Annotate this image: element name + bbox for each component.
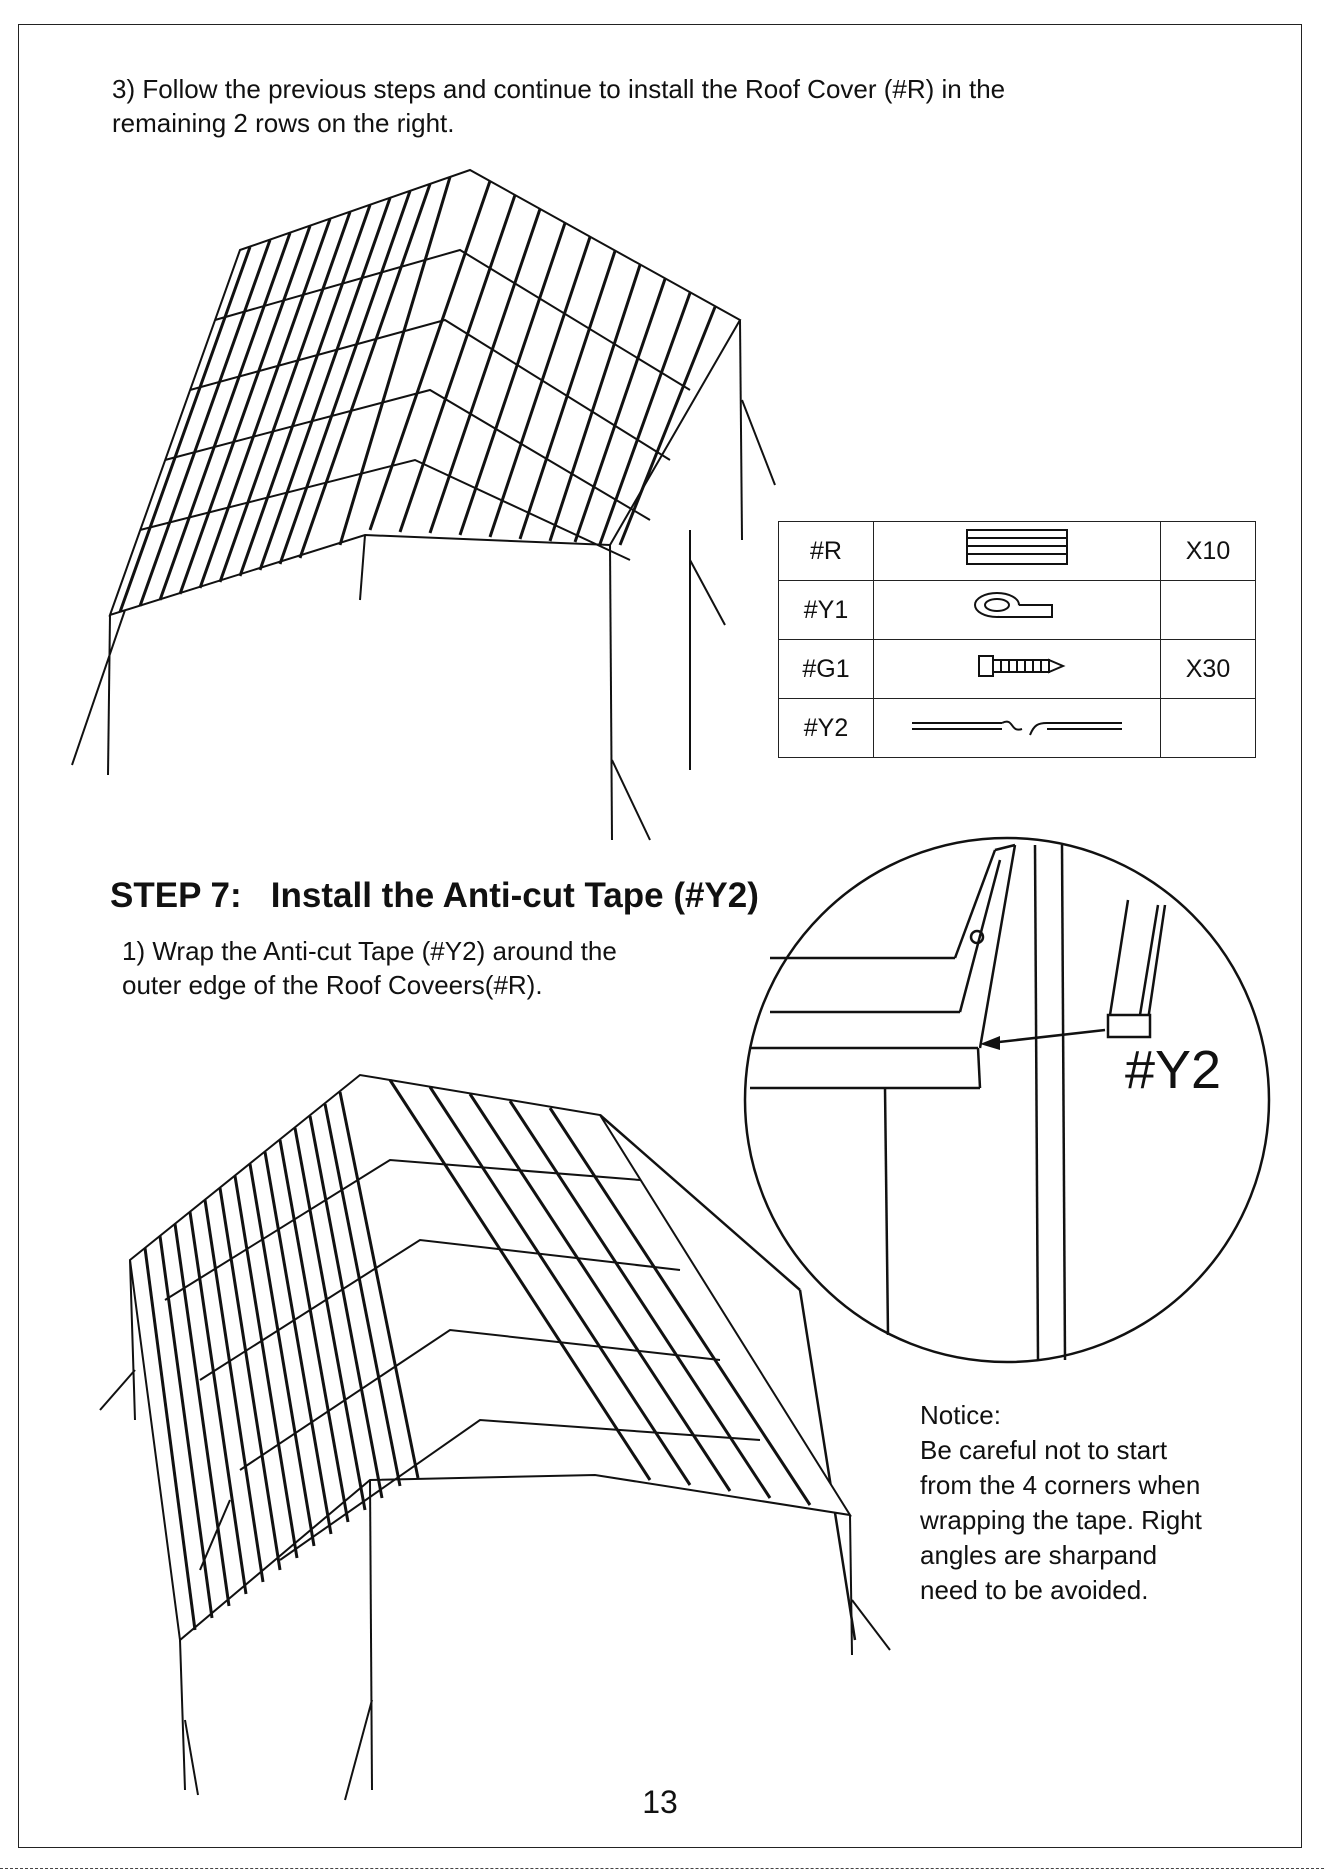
notice-heading: Notice:: [920, 1400, 1001, 1430]
instruction-line-2: remaining 2 rows on the right.: [112, 108, 455, 138]
page-number: 13: [642, 1784, 678, 1820]
part-code: #Y1: [779, 581, 874, 640]
step-title: STEP 7: Install the Anti-cut Tape (#Y2): [110, 876, 759, 915]
part-qty: X10: [1161, 522, 1256, 581]
part-code: #Y2: [779, 699, 874, 758]
step-instruction-line-2: outer edge of the Roof Coveers(#R).: [122, 970, 543, 1000]
part-code: #G1: [779, 640, 874, 699]
part-code: #R: [779, 522, 874, 581]
step-instruction-line-1: 1) Wrap the Anti-cut Tape (#Y2) around the: [122, 936, 617, 966]
notice-line: from the 4 corners when: [920, 1470, 1201, 1500]
notice-box: [920, 1398, 1280, 1608]
instruction-line-1: 3) Follow the previous steps and continue to install the Roof Cover (#R) in the: [112, 74, 1006, 104]
notice-line: Be careful not to start: [920, 1435, 1168, 1465]
notice-line: need to be avoided.: [920, 1575, 1149, 1605]
detail-label: #Y2: [1125, 1040, 1222, 1100]
notice-line: wrapping the tape. Right: [920, 1505, 1202, 1535]
notice-line: angles are sharpand: [920, 1540, 1158, 1570]
part-qty: X30: [1161, 640, 1256, 699]
